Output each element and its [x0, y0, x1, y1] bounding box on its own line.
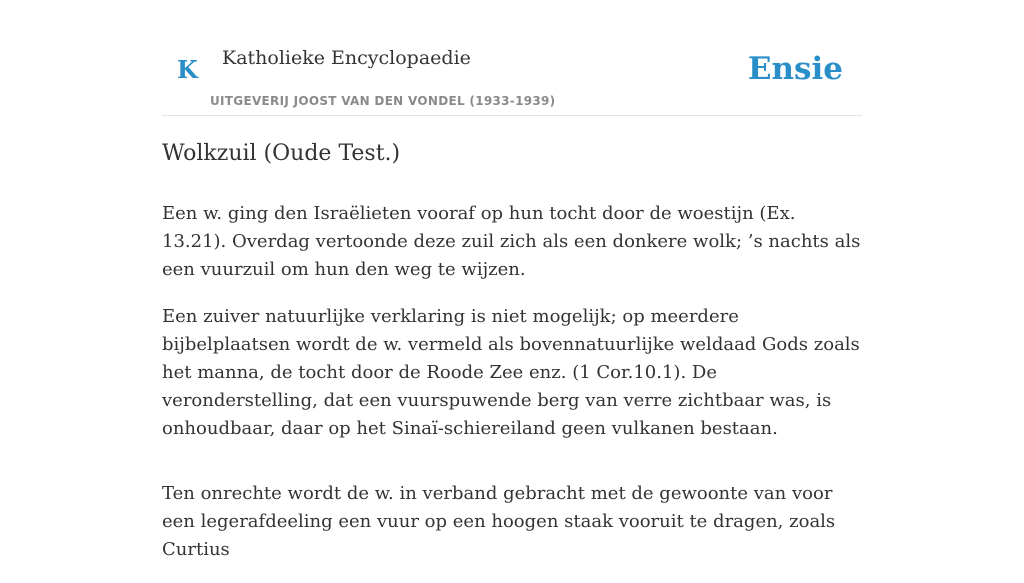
article-paragraph: Ten onrechte wordt de w. in verband gebracht met de gewoonte van voor een legerafdeeling een vuur op een hoogen staak vooruit te dragen, zoals Curtius: [162, 483, 836, 560]
article-title: Wolkzuil (Oude Test.): [162, 141, 401, 166]
encyclopedia-logo[interactable]: K: [177, 55, 198, 84]
article-paragraph: Een w. ging den Israëlieten vooraf op hun tocht door de woestijn (Ex. 13.21). Overdag vertoonde deze zuil zich als een donkere wolk; ’s nachts als een vuurzuil om hun den weg te wijzen.: [162, 203, 861, 280]
article: [162, 138, 862, 583]
site-title[interactable]: Katholieke Encyclopaedie: [222, 47, 471, 69]
article-paragraph: Een zuiver natuurlijke verklaring is niet mogelijk; op meerdere bijbelplaatsen wordt de w. vermeld als bovennatuurlijke weldaad Gods zoals het manna, de tocht door de Roode Zee enz. (1 Cor.10.1). De veronderstelling, dat een vuurspuwende berg van verre zichtbaar was, is onhoudbaar, daar op het Sinaï-schiereiland geen vulkanen bestaan.: [162, 306, 860, 439]
ensie-brand-link[interactable]: Ensie: [747, 51, 843, 87]
site-header: [162, 0, 862, 116]
publisher-line: UITGEVERIJ JOOST VAN DEN VONDEL (1933-1939): [210, 94, 556, 108]
